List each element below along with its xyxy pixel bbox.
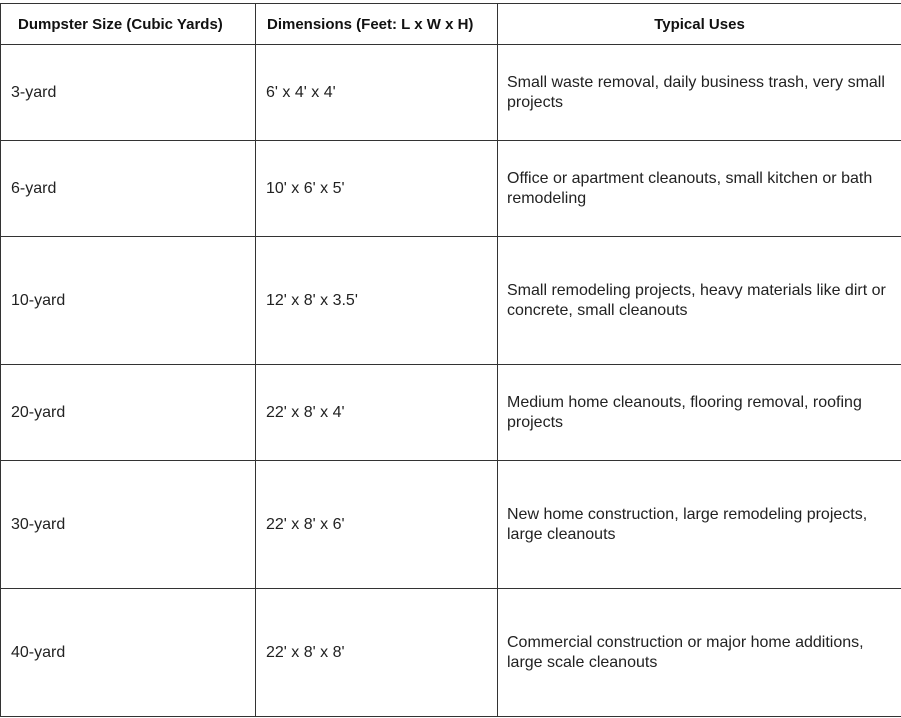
table-row [1,461,901,589]
cell-dimensions: 10' x 6' x 5' [256,141,498,237]
header-size: Dumpster Size (Cubic Yards) [1,4,256,45]
table-header-row [1,4,901,45]
table-row [1,141,901,237]
cell-uses: Office or apartment cleanouts, small kitchen or bath remodeling [498,141,901,237]
cell-dimensions: 22' x 8' x 4' [256,365,498,461]
cell-uses: Small waste removal, daily business trash, very small projects [498,45,901,141]
cell-dimensions: 12' x 8' x 3.5' [256,237,498,365]
cell-size: 20-yard [1,365,256,461]
cell-uses: New home construction, large remodeling projects, large cleanouts [498,461,901,589]
table-row [1,589,901,717]
cell-size: 40-yard [1,589,256,717]
table-row [1,237,901,365]
dumpster-size-table [0,3,901,717]
table-row [1,45,901,141]
header-dimensions: Dimensions (Feet: L x W x H) [256,4,498,45]
table-row [1,365,901,461]
cell-uses: Commercial construction or major home additions, large scale cleanouts [498,589,901,717]
header-typical-uses: Typical Uses [498,4,901,45]
cell-size: 6-yard [1,141,256,237]
cell-dimensions: 6' x 4' x 4' [256,45,498,141]
cell-uses: Small remodeling projects, heavy materials like dirt or concrete, small cleanouts [498,237,901,365]
cell-dimensions: 22' x 8' x 8' [256,589,498,717]
cell-size: 3-yard [1,45,256,141]
cell-uses: Medium home cleanouts, flooring removal, roofing projects [498,365,901,461]
cell-size: 10-yard [1,237,256,365]
cell-size: 30-yard [1,461,256,589]
cell-dimensions: 22' x 8' x 6' [256,461,498,589]
